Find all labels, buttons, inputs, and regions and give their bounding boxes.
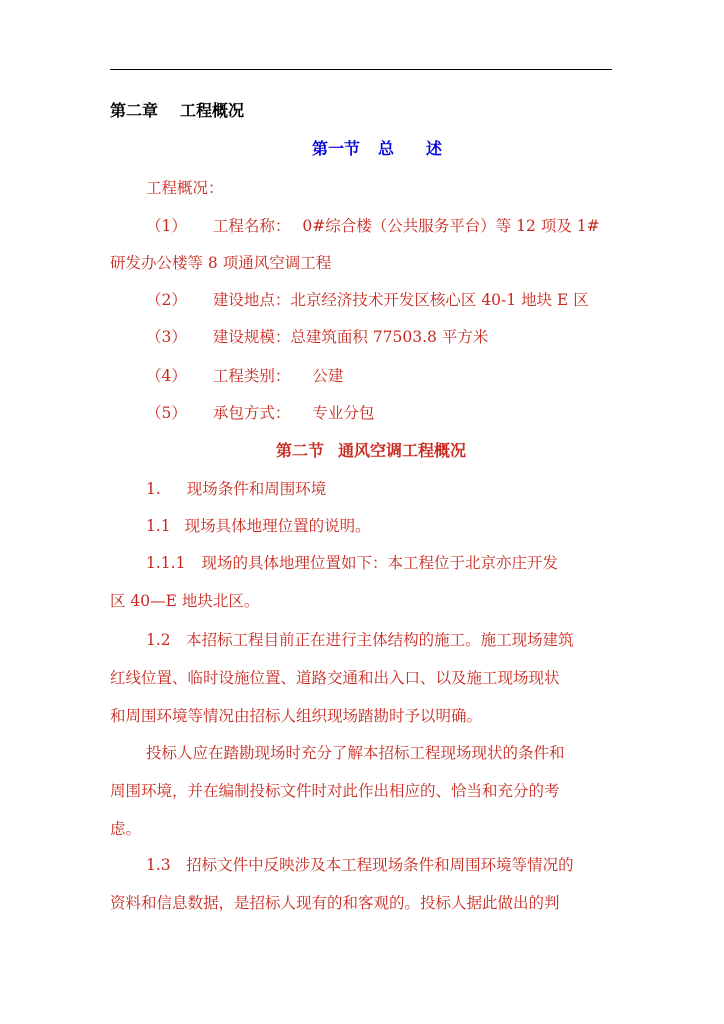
section-title-part2: 述	[426, 139, 443, 158]
heading-number: 1.1	[146, 517, 171, 535]
heading-text: 现场条件和周围环境	[186, 480, 327, 498]
paragraph-1-2-line-2: 红线位置、临时设施位置、道路交通和出入口、以及施工现场现状	[110, 669, 560, 687]
chapter-number: 第二章	[110, 101, 159, 120]
heading-1	[146, 479, 326, 499]
item-label: 建设地点：	[212, 291, 291, 309]
item-value: 公建	[312, 367, 344, 385]
item-label: 工程名称：	[212, 217, 291, 235]
item-1	[146, 216, 600, 236]
paragraph-1-2-line-3: 和周围环境等情况由招标人组织现场踏勘时予以明确。	[110, 707, 483, 725]
item-number: （1）	[146, 217, 187, 235]
paragraph-bidder-line-2: 周围环境，并在编制投标文件时对此作出相应的、恰当和充分的考	[110, 782, 560, 800]
paragraph-1-3-line-2: 资料和信息数据，是招标人现有的和客观的。投标人据此做出的判	[110, 894, 560, 912]
item-value: 0#综合楼（公共服务平台）等 12 项及 1#	[302, 217, 600, 235]
item-label: 工程类别：	[212, 367, 291, 385]
section-number: 第一节	[312, 139, 361, 158]
heading-text: 现场具体地理位置的说明。	[184, 517, 371, 535]
item-label: 建设规模：	[212, 328, 291, 346]
item-1-continuation: 研发办公楼等 8 项通风空调工程	[110, 254, 332, 272]
section-heading-1	[312, 139, 442, 159]
paragraph-bidder-line-1: 投标人应在踏勘现场时充分了解本招标工程现场现状的条件和	[146, 744, 565, 762]
heading-number: 1.	[146, 480, 161, 498]
heading-1-1	[146, 516, 371, 536]
paragraph-1-3-line-1: 1.3 招标文件中反映涉及本工程现场条件和周围环境等情况的	[146, 856, 574, 874]
heading-1-1-1	[146, 553, 558, 573]
section-number: 第二节	[276, 441, 325, 460]
item-3	[146, 327, 488, 347]
header-rule	[110, 69, 612, 70]
paragraph-bidder-line-3: 虑。	[110, 820, 142, 838]
item-number: （2）	[146, 291, 187, 309]
heading-number: 1.1.1	[146, 554, 186, 572]
section-heading-2	[276, 441, 466, 461]
item-label: 承包方式：	[212, 404, 291, 422]
item-value: 总建筑面积 77503.8 平方米	[290, 328, 489, 346]
overview-label: 工程概况：	[146, 179, 224, 197]
item-value: 专业分包	[312, 404, 375, 422]
section-title: 通风空调工程概况	[338, 441, 467, 460]
item-5	[146, 403, 374, 423]
chapter-title: 工程概况	[180, 101, 245, 120]
item-number: （3）	[146, 328, 187, 346]
chapter-heading	[110, 101, 244, 121]
heading-text: 现场的具体地理位置如下：本工程位于北京亦庄开发	[201, 554, 558, 572]
item-value: 北京经济技术开发区核心区 40-1 地块 E 区	[290, 291, 589, 309]
heading-1-1-1-continuation: 区 40—E 地块北区。	[110, 592, 260, 610]
section-title-part1: 总	[378, 139, 395, 158]
item-2	[146, 290, 589, 310]
item-4	[146, 366, 343, 386]
paragraph-1-2-line-1: 1.2 本招标工程目前正在进行主体结构的施工。施工现场建筑	[146, 631, 574, 649]
item-number: （5）	[146, 404, 187, 422]
item-number: （4）	[146, 367, 187, 385]
